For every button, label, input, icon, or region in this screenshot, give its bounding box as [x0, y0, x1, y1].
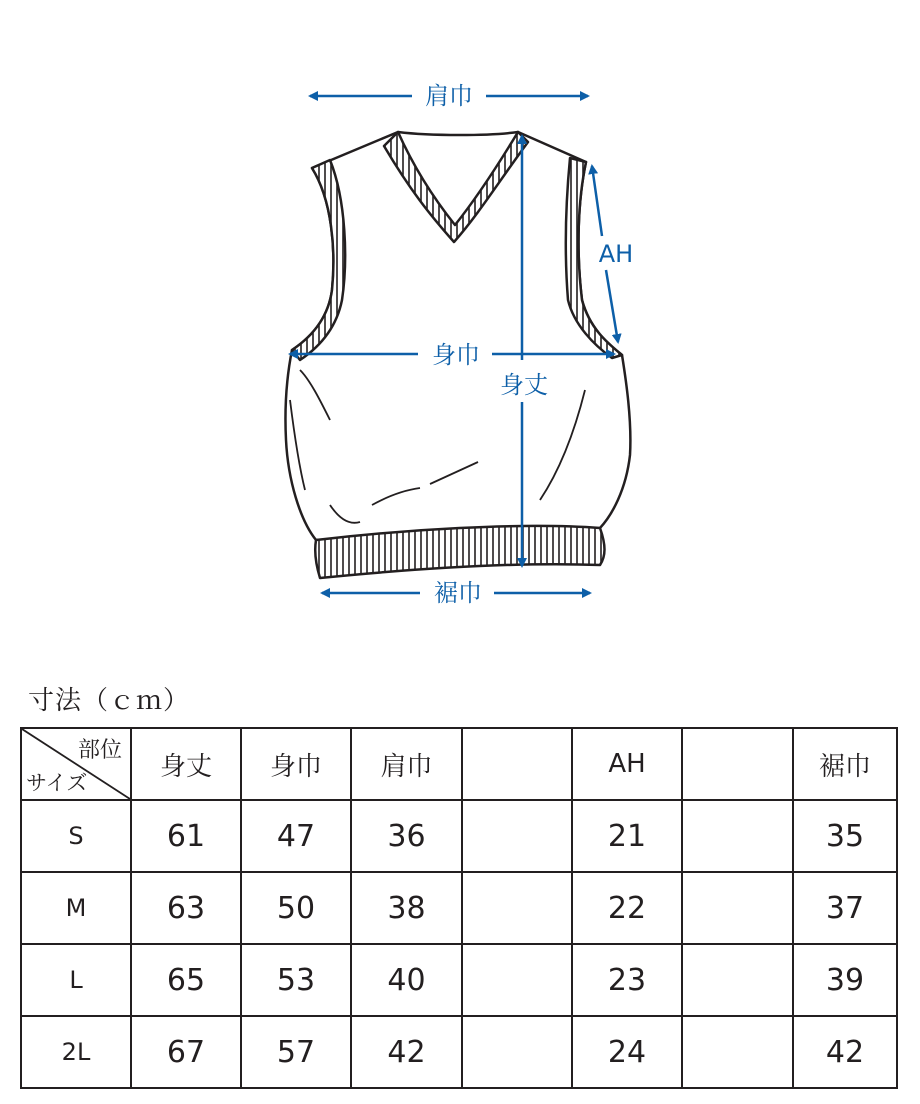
corner-part-label: 部位	[77, 738, 122, 763]
value-cell: 22	[572, 872, 682, 944]
value-cell: 21	[572, 800, 682, 872]
value-cell: 36	[351, 800, 462, 872]
value-cell: 24	[572, 1016, 682, 1088]
table-row	[21, 944, 897, 1016]
value-cell: 57	[241, 1016, 351, 1088]
corner-size-label: サイズ	[26, 771, 88, 795]
value-cell: 39	[793, 944, 897, 1016]
value-cell	[462, 1016, 572, 1088]
header-row	[21, 728, 897, 800]
length-label: 身丈	[500, 371, 548, 399]
value-cell	[682, 944, 793, 1016]
size-cell: L	[21, 944, 131, 1016]
size-table	[20, 727, 898, 1089]
value-cell: 50	[241, 872, 351, 944]
value-cell: 42	[351, 1016, 462, 1088]
value-cell	[682, 1016, 793, 1088]
header-width: 身巾	[241, 728, 351, 800]
size-cell: S	[21, 800, 131, 872]
value-cell	[462, 800, 572, 872]
size-table-title: 寸法（ｃｍ）	[28, 686, 191, 716]
value-cell: 35	[793, 800, 897, 872]
value-cell	[682, 800, 793, 872]
corner-cell	[21, 728, 131, 800]
table-row	[21, 1016, 897, 1088]
value-cell	[462, 944, 572, 1016]
ah-label: AH	[598, 240, 634, 268]
value-cell: 67	[131, 1016, 241, 1088]
header-length: 身丈	[131, 728, 241, 800]
header-empty-2	[682, 728, 793, 800]
header-ah: AH	[572, 728, 682, 800]
size-cell: 2L	[21, 1016, 131, 1088]
width-label: 身巾	[432, 341, 480, 369]
value-cell: 23	[572, 944, 682, 1016]
table-row	[21, 800, 897, 872]
value-cell	[682, 872, 793, 944]
value-cell: 61	[131, 800, 241, 872]
table-row	[21, 872, 897, 944]
ah-arrow-up	[592, 166, 602, 236]
value-cell	[462, 872, 572, 944]
ah-arrow-down	[606, 270, 618, 342]
value-cell: 38	[351, 872, 462, 944]
value-cell: 40	[351, 944, 462, 1016]
value-cell: 65	[131, 944, 241, 1016]
value-cell: 42	[793, 1016, 897, 1088]
value-cell: 47	[241, 800, 351, 872]
header-empty-1	[462, 728, 572, 800]
value-cell: 37	[793, 872, 897, 944]
header-shoulder: 肩巾	[351, 728, 462, 800]
value-cell: 53	[241, 944, 351, 1016]
hem-label: 裾巾	[434, 579, 482, 607]
header-hem: 裾巾	[793, 728, 897, 800]
value-cell: 63	[131, 872, 241, 944]
shoulder-label: 肩巾	[425, 82, 473, 110]
size-cell: M	[21, 872, 131, 944]
